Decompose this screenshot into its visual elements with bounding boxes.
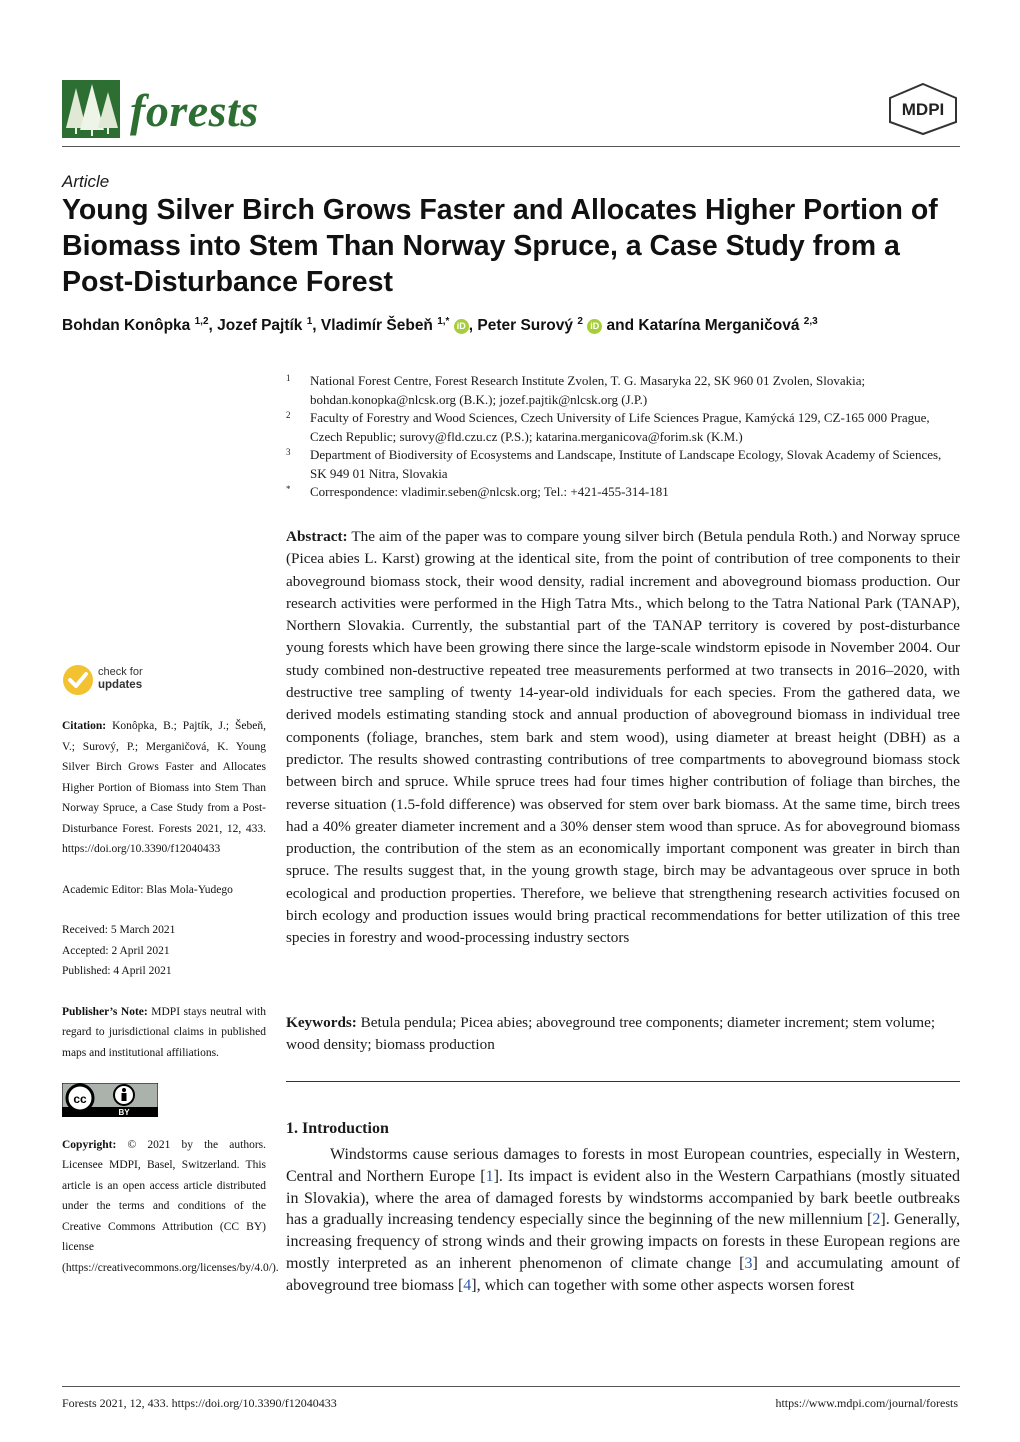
author-name: Jozef Pajtík bbox=[217, 317, 307, 335]
svg-text:cc: cc bbox=[73, 1092, 87, 1106]
affiliation-number: * bbox=[286, 484, 291, 494]
author-affiliation-marker: 1,* bbox=[437, 316, 450, 327]
citation-text: Konôpka, B.; Pajtík, J.; Šebeň, V.; Surový, P.; Merganičová, K. Young Silver Birch Grows Faster and Allocates Higher Portion of Biomass into Stem Than Norway Spruce, a Case Study from a Post-Disturbance Forest. Forests 2021, 12, 433. https://doi.org/10.3390/f12040433 bbox=[62, 720, 267, 855]
orcid-icon[interactable]: iD bbox=[454, 319, 469, 334]
footer-citation: Forests 2021, 12, 433. https://doi.org/10.3390/f12040433 bbox=[62, 1396, 337, 1410]
check-for-updates-icon bbox=[62, 664, 94, 696]
check-for-updates-label bbox=[98, 666, 143, 692]
reference-link[interactable]: 3 bbox=[744, 1254, 753, 1272]
intro-text: ]. Its impact is evident also in the Western Carpathians (mostly situated in Slovakia), where the area of damaged forests by windstorms accompanied by bark beetle outbreaks has a gradually increasing tendency especially since the beginning of the new millennium [ bbox=[286, 1167, 961, 1229]
check-line-2: updates bbox=[98, 679, 143, 691]
author-affiliation-marker: 2 bbox=[577, 316, 583, 327]
keywords-divider bbox=[286, 1081, 960, 1082]
svg-text:MDPI: MDPI bbox=[901, 100, 945, 119]
accepted-date: Accepted: 2 April 2021 bbox=[62, 944, 170, 957]
intro-text: Windstorms cause serious damages to forests in most European countries, especially in Western, Central and Northern Europe [ bbox=[286, 1146, 960, 1185]
affiliation-item bbox=[286, 372, 961, 409]
publisher-note-text: MDPI stays neutral with regard to jurisdictional claims in published maps and institutional affiliations. bbox=[62, 1005, 266, 1059]
author-separator: and bbox=[602, 317, 639, 335]
author-name: Bohdan Konôpka bbox=[62, 317, 195, 335]
affiliation-item bbox=[286, 409, 961, 446]
abstract-text: The aim of the paper was to compare young silver birch (Betula pendula Roth.) and Norway spruce (Picea abies L. Karst) growing at the identical site, from the point of contribution of tree components to their aboveground biomass stock, their wood density, radial increment and aboveground biomass production. Our research activities were performed in the High Tatra Mts., which belong to the Tatra National Park (TANAP), Northern Slovakia. Currently, the substantial part of the TANAP territory is covered by post-disturbance young forests which have been growing there since the large-scale windstorm episode in November 2004. Our study combined non-destructive repeated tree measurements performed at two transects in 2016–2020, with destructive tree sampling of twenty 14-year-old individuals for each species. From the gathered data, we derived models estimating standing stock and annual production of aboveground biomass in individual tree components (foliage, branches, stem bark and stem wood), using diameter at breast height (DBH) as a predictor. The results showed contrasting contributions of tree compartments to aboveground biomass stock between birch and spruce. While spruce trees had four times higher contribution of foliage than birches, the reverse situation (1.5-fold difference) was observed for stem over bark biomass. At the same time, birch trees had a 40% greater diameter increment and a 30% denser stem wood than spruce. As for aboveground biomass production, the contribution of the stem as an economically important component was greater in birch than spruce. The results suggest that, in the young growth stage, birch may be advantageous over spruce in both ecological and production properties. Therefore, we believe that strengthening research activities focused on birch ecology and production issues would bring practical recommendations for better utilization of this tree species in forestry and wood-processing industry sectors bbox=[286, 528, 960, 947]
orcid-icon[interactable]: iD bbox=[587, 319, 602, 334]
affiliation-text: Faculty of Forestry and Wood Sciences, Czech University of Life Sciences Prague, Kamýcká 129, CZ-165 000 Prague, Czech Republic; surovy@fld.czu.cz (P.S.); katarina.merganicova@forim.sk (K.M.) bbox=[310, 410, 930, 444]
affiliations bbox=[286, 372, 961, 502]
affiliation-text: National Forest Centre, Forest Research Institute Zvolen, T. G. Masaryka 22, SK 960 01 Zvolen, Slovakia; bohdan.konopka@nlcsk.org (B.K.); jozef.pajtik@nlcsk.org (J.P.) bbox=[310, 373, 866, 407]
affiliation-number: 3 bbox=[286, 447, 291, 457]
author-affiliation-marker: 1 bbox=[306, 316, 313, 327]
academic-editor: Academic Editor: Blas Mola-Yudego bbox=[62, 883, 233, 896]
copyright-block bbox=[62, 1135, 279, 1279]
journal-header bbox=[62, 76, 960, 146]
check-line-1: check for bbox=[98, 666, 143, 678]
received-date: Received: 5 March 2021 bbox=[62, 924, 176, 936]
affiliation-text: Department of Biodiversity of Ecosystems and Landscape, Institute of Landscape Ecology, Slovak Academy of Sciences, SK 949 01 Nitra, Slovakia bbox=[310, 447, 942, 481]
forests-logo-icon bbox=[62, 80, 120, 138]
intro-text: ]. Generally, increasing frequency of strong winds and their growing impacts on forests in these European regions are mostly interpreted as an inherent phenomenon of climate change [ bbox=[286, 1211, 960, 1272]
keywords-label: Keywords: bbox=[286, 1014, 357, 1031]
reference-link[interactable]: 4 bbox=[463, 1276, 472, 1294]
author-separator: , bbox=[468, 317, 478, 335]
copyright-label: Copyright: bbox=[62, 1138, 117, 1151]
reference-link[interactable]: 1 bbox=[485, 1167, 494, 1185]
reference-link[interactable]: 2 bbox=[872, 1211, 881, 1229]
author-name: Katarína Merganičová bbox=[638, 317, 804, 335]
mdpi-logo-icon bbox=[886, 82, 960, 136]
journal-name: forests bbox=[130, 85, 259, 136]
publisher-note bbox=[62, 1002, 266, 1064]
author-list bbox=[62, 316, 962, 335]
abstract-label: Abstract: bbox=[286, 528, 348, 545]
author-separator: , bbox=[208, 317, 218, 335]
intro-paragraph bbox=[286, 1144, 960, 1297]
author-affiliation-marker: 2,3 bbox=[803, 316, 818, 327]
author-name: Vladimír Šebeň bbox=[320, 317, 438, 335]
affiliation-number: 1 bbox=[286, 373, 291, 383]
published-date: Published: 4 April 2021 bbox=[62, 965, 172, 977]
svg-text:BY: BY bbox=[118, 1108, 130, 1117]
paper-title: Young Silver Birch Grows Faster and Allocates Higher Portion of Biomass into Stem Than Norway Spruce, a Case Study from a Post-Disturbance Forest bbox=[62, 194, 938, 298]
affiliation-text: Correspondence: vladimir.seben@nlcsk.org; Tel.: +421-455-314-181 bbox=[310, 484, 669, 499]
section-heading: 1. Introduction bbox=[286, 1120, 389, 1137]
header-rule bbox=[62, 146, 960, 147]
sidebar bbox=[62, 660, 279, 1298]
author-separator: , bbox=[312, 317, 321, 335]
intro-text: ], which can together with some other aspects worsen forest bbox=[471, 1276, 855, 1294]
publisher-note-label: Publisher’s Note: bbox=[62, 1005, 148, 1018]
abstract bbox=[286, 526, 960, 950]
copyright-text: © 2021 by the authors. Licensee MDPI, Basel, Switzerland. This article is an open access article distributed under the terms and conditions of the Creative Commons Attribution (CC BY) license (https://creativecommons.org/licenses/by/4.0/). bbox=[62, 1138, 279, 1274]
keywords bbox=[286, 1012, 960, 1057]
citation-block bbox=[62, 716, 266, 860]
intro-text: ] and accumulating amount of aboveground tree biomass [ bbox=[286, 1254, 961, 1294]
check-for-updates-button[interactable] bbox=[62, 660, 266, 704]
author-affiliation-marker: 1,2 bbox=[194, 316, 209, 327]
dates-block bbox=[62, 920, 266, 982]
footer-journal-link[interactable]: https://www.mdpi.com/journal/forests bbox=[775, 1396, 958, 1410]
footer-rule bbox=[62, 1386, 960, 1387]
affiliation-item bbox=[286, 483, 961, 502]
citation-label: Citation: bbox=[62, 720, 107, 732]
affiliation-item bbox=[286, 446, 961, 483]
author-name: Peter Surový bbox=[477, 317, 578, 335]
keywords-text: Betula pendula; Picea abies; aboveground tree components; diameter increment; stem volume; wood density; biomass production bbox=[286, 1014, 936, 1054]
affiliation-number: 2 bbox=[286, 410, 291, 420]
cc-by-license-icon[interactable] bbox=[62, 1083, 158, 1117]
article-type: Article bbox=[62, 172, 110, 191]
